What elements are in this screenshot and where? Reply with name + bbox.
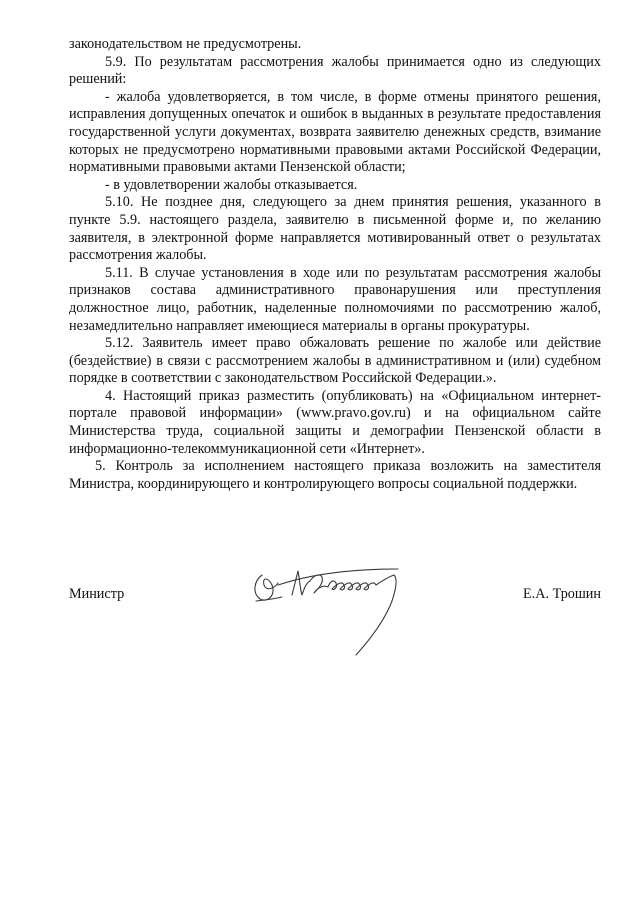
signatory-title: Министр <box>69 586 125 602</box>
paragraph-continuation: законодательством не предусмотрены. <box>69 36 302 52</box>
signature-row <box>69 586 601 606</box>
paragraph-4: 4. Настоящий приказ разместить (опубликовать) на «Официальном интернет-портале правовой информации» (www.pravo.gov.ru) и на официальном сайте Министерства труда, социальной защиты и демографии Пензенской области в информационно-телекоммуникационной сети «Интернет». <box>69 387 601 457</box>
paragraph-5-9-option-refused: - в удовлетворении жалобы отказывается. <box>105 176 358 193</box>
document-body <box>69 36 601 493</box>
signatory-name: Е.А. Трошин <box>523 586 601 602</box>
paragraph-5: 5. Контроль за исполнением настоящего приказа возложить на заместителя Министра, координирующего и контролирующего вопросы социальной поддержки. <box>69 458 601 492</box>
paragraph-5-12: 5.12. Заявитель имеет право обжаловать решение по жалобе или действие (бездействие) в связи с рассмотрением жалобы в административном и (или) судебном порядке в соответствии с законодательством Российской Федерации.». <box>69 335 601 387</box>
handwritten-signature <box>248 555 418 665</box>
paragraph-5-9-option-satisfied: - жалоба удовлетворяется, в том числе, в форме отмены принятого решения, исправления допущенных опечаток и ошибок в выданных в результате предоставления государственной услуги документах, возврата заявителю денежных средств, взимание которых не предусмотрено нормативными правовыми актами Российской Федерации, нормативными правовыми актами Пензенской области; <box>69 88 601 176</box>
paragraph-5-11: 5.11. В случае установления в ходе или по результатам рассмотрения жалобы признаков состава административного правонарушения или преступления должностное лицо, работник, наделенные полномочиями по рассмотрению жалоб, незамедлительно направляет имеющиеся материалы в органы прокуратуры. <box>69 264 601 334</box>
paragraph-5-10: 5.10. Не позднее дня, следующего за днем принятия решения, указанного в пункте 5.9. настоящего раздела, заявителю в письменной форме и, по желанию заявителя, в электронной форме направляется мотивированный ответ о результатах рассмотрения жалобы. <box>69 194 601 264</box>
paragraph-5-9: 5.9. По результатам рассмотрения жалобы принимается одно из следующих решений: <box>69 53 601 88</box>
